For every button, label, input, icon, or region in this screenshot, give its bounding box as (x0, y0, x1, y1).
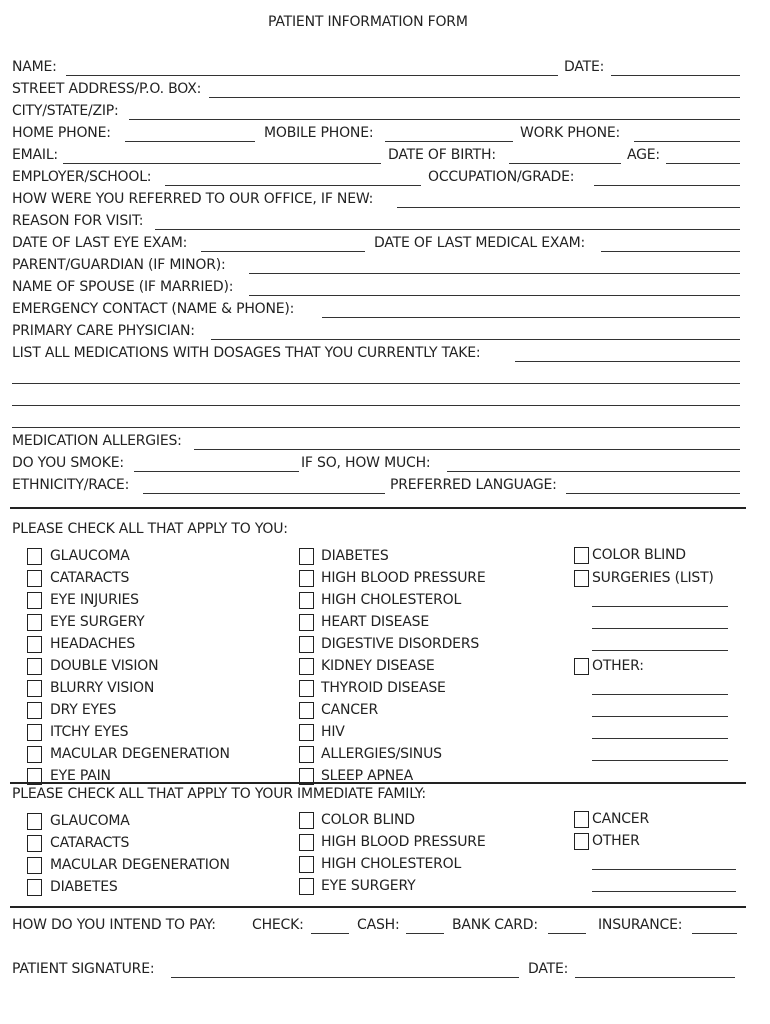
medications-line-4[interactable] (12, 427, 740, 428)
cataracts-checkbox[interactable] (27, 570, 42, 587)
signature-date-field[interactable] (575, 977, 735, 978)
allergies-field[interactable] (194, 449, 740, 450)
surgeries-line-1[interactable] (592, 606, 728, 607)
glaucoma-checkbox[interactable] (27, 548, 42, 565)
mobile-phone-field[interactable] (385, 141, 513, 142)
physician-field[interactable] (211, 339, 740, 340)
heart-disease-checkbox[interactable] (299, 614, 314, 631)
family-section-heading: PLEASE CHECK ALL THAT APPLY TO YOUR IMMEDIATE FAMILY: (12, 786, 426, 802)
checklist-label: HIGH BLOOD PRESSURE (321, 570, 486, 586)
checklist-label: HEADACHES (50, 636, 136, 652)
family-cancer-checkbox[interactable] (574, 811, 589, 828)
signature-label: PATIENT SIGNATURE: (12, 961, 155, 977)
city-label: CITY/STATE/ZIP: (12, 103, 119, 119)
checklist-label: DOUBLE VISION (50, 658, 159, 674)
checklist-label: HEART DISEASE (321, 614, 430, 630)
high-blood-pressure-checkbox[interactable] (299, 570, 314, 587)
high-cholesterol-checkbox[interactable] (299, 592, 314, 609)
medications-line-3[interactable] (12, 405, 740, 406)
form-title: PATIENT INFORMATION FORM (268, 14, 468, 30)
headaches-checkbox[interactable] (27, 636, 42, 653)
spouse-field[interactable] (249, 295, 740, 296)
checklist-label: DIGESTIVE DISORDERS (321, 636, 480, 652)
family-eye-surgery-checkbox[interactable] (299, 878, 314, 895)
bank-card-field[interactable] (548, 933, 586, 934)
allergies-sinus-checkbox[interactable] (299, 746, 314, 763)
surgeries-line-3[interactable] (592, 650, 728, 651)
checklist-label: DIABETES (50, 879, 118, 895)
family-other-line-2[interactable] (592, 891, 736, 892)
dob-label: DATE OF BIRTH: (388, 147, 496, 163)
street-label: STREET ADDRESS/P.O. BOX: (12, 81, 202, 97)
checklist-label: ALLERGIES/SINUS (321, 746, 442, 762)
guardian-label: PARENT/GUARDIAN (IF MINOR): (12, 257, 226, 273)
language-label: PREFERRED LANGUAGE: (390, 477, 557, 493)
medications-field[interactable] (515, 361, 740, 362)
date-label: DATE: (564, 59, 605, 75)
checklist-label: COLOR BLIND (592, 547, 686, 563)
surgeries-line-2[interactable] (592, 628, 728, 629)
referred-field[interactable] (397, 207, 740, 208)
dob-field[interactable] (509, 163, 621, 164)
allergies-label: MEDICATION ALLERGIES: (12, 433, 182, 449)
family-diabetes-checkbox[interactable] (27, 879, 42, 896)
reason-field[interactable] (155, 229, 740, 230)
guardian-field[interactable] (249, 273, 740, 274)
checklist-label: OTHER: (592, 658, 644, 674)
other-line-1[interactable] (592, 694, 728, 695)
family-other-line-1[interactable] (592, 869, 736, 870)
smoke-field[interactable] (134, 471, 299, 472)
occupation-label: OCCUPATION/GRADE: (428, 169, 575, 185)
self-section-heading: PLEASE CHECK ALL THAT APPLY TO YOU: (12, 521, 288, 537)
family-other-checkbox[interactable] (574, 833, 589, 850)
home-phone-field[interactable] (125, 141, 255, 142)
checklist-label: EYE SURGERY (321, 878, 416, 894)
family-color-blind-checkbox[interactable] (299, 812, 314, 829)
checklist-label: HIGH CHOLESTEROL (321, 856, 462, 872)
color-blind-checkbox[interactable] (574, 547, 589, 564)
other-line-4[interactable] (592, 760, 728, 761)
email-label: EMAIL: (12, 147, 58, 163)
last-eye-exam-field[interactable] (201, 251, 365, 252)
checklist-label: SLEEP APNEA (321, 768, 413, 784)
last-eye-exam-label: DATE OF LAST EYE EXAM: (12, 235, 188, 251)
section-divider (10, 507, 746, 509)
payment-question: HOW DO YOU INTEND TO PAY: (12, 917, 216, 933)
medications-line-2[interactable] (12, 383, 740, 384)
checklist-label: MACULAR DEGENERATION (50, 857, 230, 873)
other-line-2[interactable] (592, 716, 728, 717)
name-field[interactable] (66, 75, 558, 76)
checklist-label: EYE PAIN (50, 768, 111, 784)
diabetes-checkbox[interactable] (299, 548, 314, 565)
checklist-label: THYROID DISEASE (321, 680, 446, 696)
digestive-disorders-checkbox[interactable] (299, 636, 314, 653)
eye-surgery-checkbox[interactable] (27, 614, 42, 631)
check-label: CHECK: (252, 917, 304, 933)
occupation-field[interactable] (594, 185, 740, 186)
family-high-cholesterol-checkbox[interactable] (299, 856, 314, 873)
eye-injuries-checkbox[interactable] (27, 592, 42, 609)
emergency-label: EMERGENCY CONTACT (NAME & PHONE): (12, 301, 295, 317)
language-field[interactable] (566, 493, 740, 494)
mobile-phone-label: MOBILE PHONE: (264, 125, 374, 141)
emergency-field[interactable] (322, 317, 740, 318)
work-phone-field[interactable] (634, 141, 740, 142)
physician-label: PRIMARY CARE PHYSICIAN: (12, 323, 195, 339)
home-phone-label: HOME PHONE: (12, 125, 111, 141)
family-macular-degeneration-checkbox[interactable] (27, 857, 42, 874)
blurry-vision-checkbox[interactable] (27, 680, 42, 697)
family-divider (10, 782, 746, 784)
how-much-label: IF SO, HOW MUCH: (301, 455, 431, 471)
kidney-disease-checkbox[interactable] (299, 658, 314, 675)
checklist-label: HIGH CHOLESTEROL (321, 592, 462, 608)
checklist-label: BLURRY VISION (50, 680, 155, 696)
other-checkbox[interactable] (574, 658, 589, 675)
employer-label: EMPLOYER/SCHOOL: (12, 169, 152, 185)
ethnicity-field[interactable] (143, 493, 385, 494)
check-field[interactable] (311, 933, 349, 934)
referred-label: HOW WERE YOU REFERRED TO OUR OFFICE, IF NEW: (12, 191, 374, 207)
family-high-blood-pressure-checkbox[interactable] (299, 834, 314, 851)
bank-card-label: BANK CARD: (452, 917, 538, 933)
smoke-label: DO YOU SMOKE: (12, 455, 124, 471)
thyroid-disease-checkbox[interactable] (299, 680, 314, 697)
checklist-label: GLAUCOMA (50, 813, 130, 829)
age-label: AGE: (627, 147, 660, 163)
medications-label: LIST ALL MEDICATIONS WITH DOSAGES THAT YOU CURRENTLY TAKE: (12, 345, 481, 361)
checklist-label: HIGH BLOOD PRESSURE (321, 834, 486, 850)
cash-label: CASH: (357, 917, 400, 933)
cancer-checkbox[interactable] (299, 702, 314, 719)
checklist-label: HIV (321, 724, 345, 740)
age-field[interactable] (666, 163, 740, 164)
work-phone-label: WORK PHONE: (520, 125, 621, 141)
checklist-label: KIDNEY DISEASE (321, 658, 435, 674)
other-line-3[interactable] (592, 738, 728, 739)
checklist-label: MACULAR DEGENERATION (50, 746, 230, 762)
checklist-label: EYE INJURIES (50, 592, 139, 608)
hiv-checkbox[interactable] (299, 724, 314, 741)
spouse-label: NAME OF SPOUSE (IF MARRIED): (12, 279, 234, 295)
cash-field[interactable] (406, 933, 444, 934)
family-cataracts-checkbox[interactable] (27, 835, 42, 852)
last-medical-exam-label: DATE OF LAST MEDICAL EXAM: (374, 235, 586, 251)
checklist-label: SURGERIES (LIST) (592, 570, 714, 586)
family-glaucoma-checkbox[interactable] (27, 813, 42, 830)
double-vision-checkbox[interactable] (27, 658, 42, 675)
insurance-field[interactable] (692, 933, 737, 934)
checklist-label: CANCER (321, 702, 378, 718)
email-field[interactable] (63, 163, 381, 164)
checklist-label: DIABETES (321, 548, 389, 564)
checklist-label: CANCER (592, 811, 649, 827)
dry-eyes-checkbox[interactable] (27, 702, 42, 719)
employer-field[interactable] (165, 185, 421, 186)
name-label: NAME: (12, 59, 57, 75)
checklist-label: CATARACTS (50, 570, 130, 586)
ethnicity-label: ETHNICITY/RACE: (12, 477, 130, 493)
checklist-label: ITCHY EYES (50, 724, 129, 740)
last-medical-exam-field[interactable] (601, 251, 740, 252)
checklist-label: CATARACTS (50, 835, 130, 851)
signature-field[interactable] (171, 977, 519, 978)
checklist-label: OTHER (592, 833, 640, 849)
checklist-label: GLAUCOMA (50, 548, 130, 564)
signature-date-label: DATE: (528, 961, 569, 977)
payment-divider (10, 906, 746, 908)
checklist-label: COLOR BLIND (321, 812, 415, 828)
surgeries-checkbox[interactable] (574, 570, 589, 587)
city-field[interactable] (129, 119, 740, 120)
date-field[interactable] (611, 75, 740, 76)
insurance-label: INSURANCE: (598, 917, 683, 933)
how-much-field[interactable] (447, 471, 740, 472)
macular-degeneration-checkbox[interactable] (27, 746, 42, 763)
itchy-eyes-checkbox[interactable] (27, 724, 42, 741)
checklist-label: DRY EYES (50, 702, 117, 718)
reason-label: REASON FOR VISIT: (12, 213, 144, 229)
checklist-label: EYE SURGERY (50, 614, 145, 630)
street-field[interactable] (209, 97, 740, 98)
